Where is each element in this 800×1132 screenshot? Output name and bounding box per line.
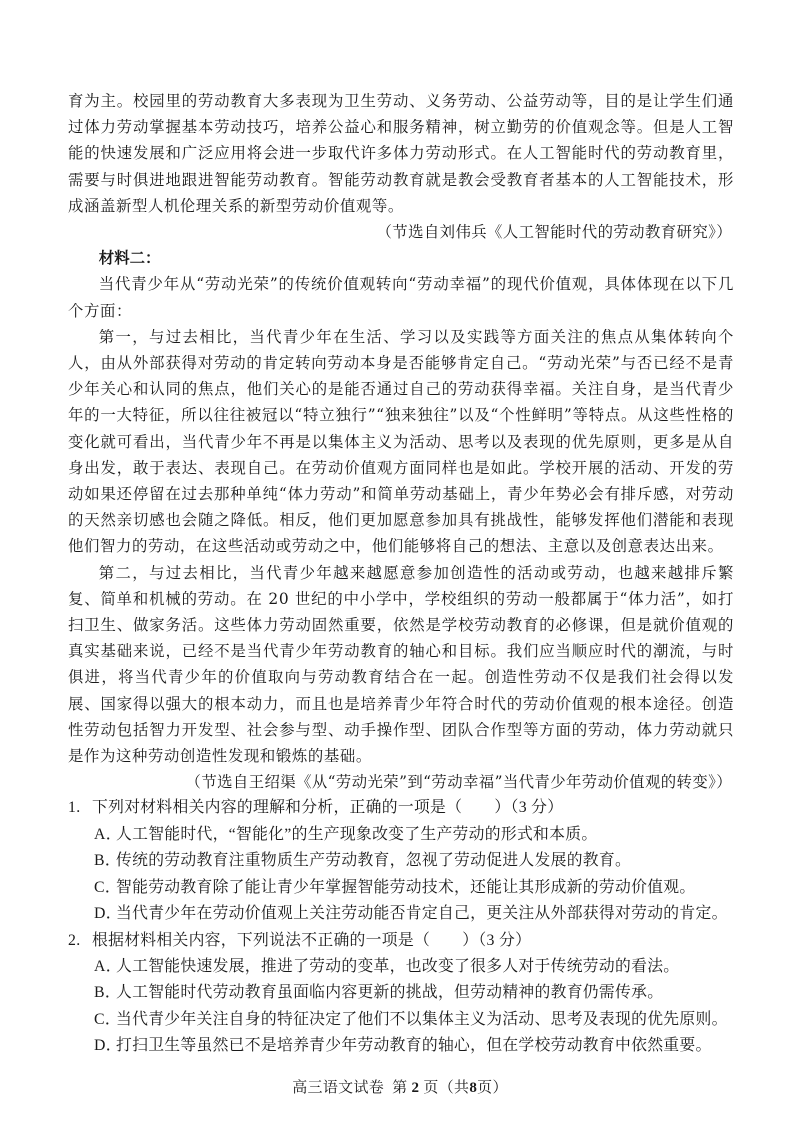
question-2-option-b: B．人工智能时代劳动教育虽面临内容更新的挑战，但劳动精神的教育仍需传承。: [94, 984, 664, 1002]
footer-page-prefix: 第: [392, 1080, 408, 1096]
question-1-option-a: A．人工智能时代，“智能化”的生产现象改变了生产劳动的形式和本质。: [94, 825, 598, 843]
question-2-option-d: D．打扫卫生等虽然已不是培养青少年劳动教育的轴心，但在学校劳动教育中依然重要。: [94, 1037, 712, 1055]
page-footer: [0, 1076, 800, 1097]
passage-paragraph-1: 当代青少年从“劳动光荣”的传统价值观转向“劳动幸福”的现代价值观，具体体现在以下几个方面：: [68, 275, 734, 320]
question-2: [68, 928, 734, 1060]
footer-exam-title: 高三语文试卷: [292, 1080, 385, 1096]
question-1: [68, 795, 734, 927]
question-1-text: 下列对材料相关内容的理解和分析，正确的一项是（ ）（3 分）: [92, 799, 564, 817]
footer-page-number: 2: [411, 1080, 420, 1096]
question-2-option-c: C．当代青少年关注自身的特征决定了他们不以集体主义为活动、思考及表现的优先原则。: [94, 1010, 728, 1028]
footer-total-suffix: 页）: [477, 1080, 508, 1096]
passage-paragraph-2: 第一，与过去相比，当代青少年在生活、学习以及实践等方面关注的焦点从集体转向个人，由从外部获得对劳动的肯定转向劳动本身是否能够肯定自己。“劳动光荣”与否已经不是青少年关心和认同的焦点，他们关心的是能否通过自己的劳动获得幸福。关注自身，是当代青少年的一大特征，所以往往被冠以“特立独行”“独来独往”以及“个性鲜明”等特点。从这些性格的变化就可看出，当代青少年不再是以集体主义为活动、思考以及表现的优先原则，更多是从自身出发，敢于表达、表现自己。在劳动价值观方面同样也是如此。学校开展的活动、开发的劳动如果还停留在过去那种单纯“体力劳动”和简单劳动基础上，青少年势必会有排斥感，对劳动的天然亲切感也会随之降低。相反，他们更加愿意参加具有挑战性，能够发挥他们潜能和表现他们智力的劳动，在这些活动或劳动之中，他们能够将自己的想法、主意以及创意表达出来。: [68, 327, 734, 556]
question-2-number: 2.: [68, 931, 81, 949]
material-2-heading: 材料二：: [98, 249, 161, 268]
passage-paragraph-3: 第二，与过去相比，当代青少年越来越愿意参加创造性的活动或劳动，也越来越排斥繁复、简单和机械的劳动。在 20 世纪的中小学中，学校组织的劳动一般都属于“体力活”，如打扫卫生、做家务活。这些体力劳动固然重要，依然是学校劳动教育的必修课，但是就价值观的真实基础来说，已经不是当代青少年劳动教育的轴心和目标。我们应当顺应时代的潮流，与时俱进，将当代青少年的价值取向与劳动教育结合在一起。创造性劳动不仅是我们社会得以发展、国家得以强大的根本动力，而且也是培养青少年符合时代的劳动价值观的根本途径。创造性劳动包括智力开发型、社会参与型、动手操作型、团队合作型等方面的劳动，体力劳动就只是作为这种劳动创造性发现和锻炼的基础。: [68, 563, 734, 766]
source-citation-2: （节选自王绍渠《从“劳动光荣”到“劳动幸福”当代青少年劳动价值观的转变》）: [185, 773, 732, 792]
footer-total-pages: 8: [469, 1080, 478, 1096]
footer-page-suffix: 页（共: [423, 1080, 470, 1096]
question-2-option-a: A．人工智能快速发展，推进了劳动的变革，也改变了很多人对于传统劳动的看法。: [94, 957, 680, 975]
question-1-number: 1.: [68, 799, 81, 817]
source-citation-1: （节选自刘伟兵《人工智能时代的劳动教育研究》）: [376, 223, 732, 242]
question-1-option-b: B．传统的劳动教育注重物质生产劳动教育，忽视了劳动促进人发展的教育。: [94, 852, 632, 870]
passage-paragraph-0: 育为主。校园里的劳动教育大多表现为卫生劳动、义务劳动、公益劳动等，目的是让学生们通过体力劳动掌握基本劳动技巧，培养公益心和服务精神，树立勤劳的价值观念等。但是人工智能的快速发展和广泛应用将会进一步取代许多体力劳动形式。在人工智能时代的劳动教育里，需要与时俱进地跟进智能劳动教育。智能劳动教育就是教会受教育者基本的人工智能技术，形成涵盖新型人机伦理关系的新型劳动价值观等。: [68, 92, 734, 215]
question-1-stem: [68, 795, 734, 821]
question-1-option-d: D．当代青少年在劳动价值观上关注劳动能否肯定自己，更关注从外部获得对劳动的肯定。: [94, 905, 728, 923]
question-2-text: 根据材料相关内容，下列说法不正确的一项是（ ）（3 分）: [92, 931, 532, 949]
question-2-stem: [68, 928, 734, 954]
question-1-option-c: C．智能劳动教育除了能让青少年掌握智能劳动技术，还能让其形成新的劳动价值观。: [94, 878, 696, 896]
